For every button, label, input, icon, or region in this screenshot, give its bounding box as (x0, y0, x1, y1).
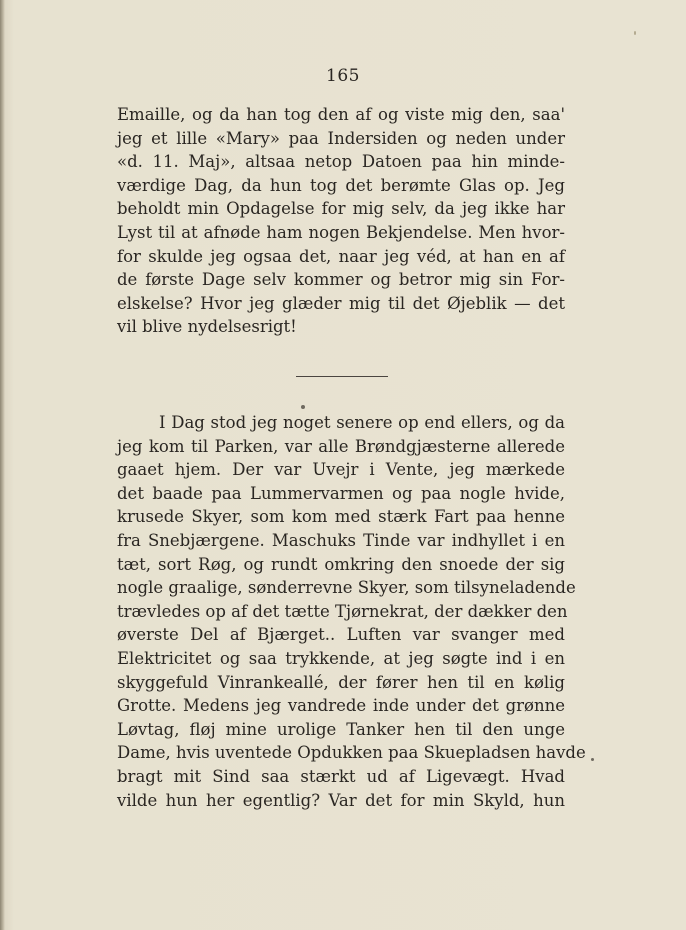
text-line: beholdt min Opdagelse for mig selv, da jeg ikke har (117, 199, 565, 219)
text-line: «d. 11. Maj», altsaa netop Datoen paa hin minde- (117, 152, 565, 172)
text-line: vilde hun her egentlig? Var det for min Skyld, hun (117, 790, 565, 810)
binding-edge (0, 0, 5, 930)
text-line: Dame, hvis uventede Opdukken paa Skuepladsen havde (117, 743, 586, 763)
text-line: skyggefuld Vinrankeallé, der fører hen til en kølig (117, 672, 565, 692)
text-line: jeg kom til Parken, var alle Brøndgjæsterne allerede (117, 436, 565, 456)
text-line: elskelse? Hvor jeg glæder mig til det Øjeblik — det (117, 293, 565, 313)
text-line: øverste Del af Bjærget.. Luften var svanger med (117, 625, 565, 645)
text-line: jeg et lille «Mary» paa Indersiden og neden under (117, 128, 565, 148)
text-line: bragt mit Sind saa stærkt ud af Ligevægt. Hvad (117, 766, 565, 786)
ink-speck (634, 31, 636, 35)
text-line: trævledes op af det tætte Tjørnekrat, der dækker den (117, 601, 568, 621)
text-line: Grotte. Medens jeg vandrede inde under det grønne (117, 696, 565, 716)
text-line: de første Dage selv kommer og betror mig sin For- (117, 270, 565, 290)
text-line: Løvtag, fløj mine urolige Tanker hen til den unge (117, 719, 565, 739)
ink-speck (591, 758, 594, 761)
text-line: gaaet hjem. Der var Uvejr i Vente, jeg mærkede (117, 460, 565, 480)
text-line: det baade paa Lummervarmen og paa nogle hvide, (117, 483, 565, 503)
text-line: nogle graalige, sønderrevne Skyer, som tilsyneladende (117, 578, 576, 598)
page-number: 165 (326, 66, 360, 86)
text-line: for skulde jeg ogsaa det, naar jeg véd, at han en af (117, 246, 565, 266)
text-line: Lyst til at afnøde ham nogen Bekjendelse. Men hvor- (117, 222, 565, 242)
text-line: vil blive nydelsesrigt! (117, 317, 297, 337)
text-line: værdige Dag, da hun tog det berømte Glas op. Jeg (117, 175, 565, 195)
section-divider (296, 376, 388, 377)
text-line: krusede Skyer, som kom med stærk Fart paa henne (117, 507, 565, 527)
text-line: I Dag stod jeg noget senere op end ellers, og da (159, 413, 565, 432)
text-line: fra Snebjærgene. Maschuks Tinde var indhyllet i en (117, 530, 565, 550)
paragraph-1 (117, 103, 565, 339)
text-line: Emaille, og da han tog den af og viste mig den, saa' (117, 105, 565, 124)
paragraph-2 (117, 411, 586, 812)
ink-speck (301, 405, 305, 409)
text-line: Elektricitet og saa trykkende, at jeg søgte ind i en (117, 648, 565, 668)
text-line: tæt, sort Røg, og rundt omkring den snoede der sig (117, 554, 565, 574)
